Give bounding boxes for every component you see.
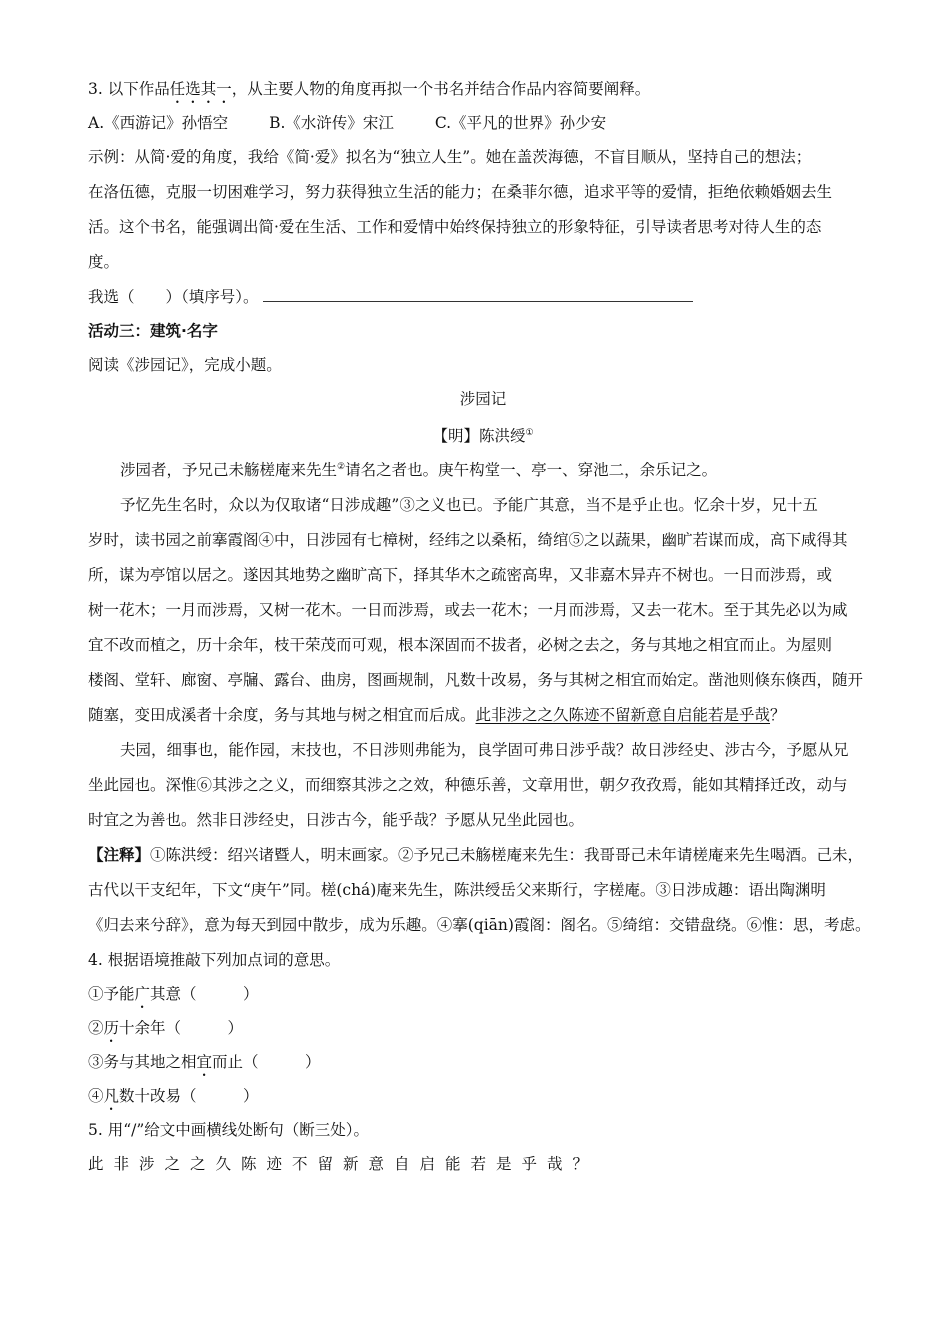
q4-item-text: 其意（ ） xyxy=(150,985,259,1004)
q4-item-text: 数十改易（ ） xyxy=(119,1087,259,1106)
p3-line: 夫园，细事也，能作园，末技也，不日涉则弗能为，良学固可弗日涉乎哉？故日涉经史、涉古今，予愿从兄 xyxy=(120,741,849,760)
q4-dotted-word: 凡 xyxy=(103,1087,120,1106)
q4-dotted-word: 历 xyxy=(103,1019,120,1038)
q3-answer-line xyxy=(88,280,878,314)
passage-paragraph-3 xyxy=(88,733,878,838)
passage-title: 涉园记 xyxy=(459,390,507,408)
p2-end: ？ xyxy=(770,706,786,725)
p2-line: 宜不改而植之，历十余年，枝干荣茂而可观，根本深固而不拔者，必树之去之，务与其地之相宜而止。为屋则 xyxy=(88,636,833,655)
question-5-prompt: 5. 用“/”给文中画横线处断句（断三处）。 xyxy=(88,1121,370,1140)
q4-item-text: ③务与其地之相 xyxy=(88,1053,197,1072)
p2-line: 予忆先生名时，众以为仅取诸“日涉成趣”③之义也已。予能广其意，当不是乎止也。忆余十岁，兄十五 xyxy=(120,496,818,515)
note-line: 《归去来兮辞》，意为每天到园中散步，成为乐趣。④搴(qiān)霞阁：阁名。⑤绮绾：交错盘绕。⑥惟：思，考虑。 xyxy=(88,916,871,935)
p2-line: 楼阁、堂轩、廊窗、亭牖、露台、曲房，图画规制，凡数十改易，务与其树之相宜而始定。凿池则倏东倏西，随开 xyxy=(88,671,864,690)
p2-line: 树一花木；一月而涉焉，又树一花木。一日而涉焉，或去一花木；一月而涉焉，又去一花木。至于其先必以为咸 xyxy=(88,601,848,620)
q4-item-2[interactable] xyxy=(88,1011,878,1045)
option-c: C.《平凡的世界》孙少安 xyxy=(434,114,607,132)
activity-heading: 活动三：建筑·名字 xyxy=(88,322,218,340)
author-note-mark: ① xyxy=(525,428,534,438)
q3-answer-prompt: 我选（ ）（填序号）。 xyxy=(88,288,259,306)
annotations xyxy=(88,838,878,943)
p2-line: 岁时，读书园之前搴霞阁④中，日涉园有七樟树，经纬之以桑柘，绮绾⑤之以蔬果，幽旷若谋而成，高下咸得其 xyxy=(88,531,848,550)
q4-item-4[interactable] xyxy=(88,1079,878,1113)
p1-text: 涉园者，予兄己未觞槎庵来先生 xyxy=(120,461,338,480)
worksheet-page xyxy=(88,72,878,1181)
q4-item-text: 十余年（ ） xyxy=(119,1019,244,1038)
note-mark: ② xyxy=(337,462,346,472)
example-line: 活。这个书名，能强调出简·爱在生活、工作和爱情中始终保持独立的形象特征，引导读者思考对待人生的态 xyxy=(88,218,822,236)
q4-dotted-word: 广 xyxy=(134,985,151,1004)
notes-label: 【注释】 xyxy=(88,846,151,865)
example-line: 在洛伍德，克服一切困难学习，努力获得独立生活的能力；在桑菲尔德，追求平等的爱情，拒绝依赖婚姻去生 xyxy=(88,183,833,201)
q4-item-text: ④ xyxy=(88,1087,104,1106)
q4-item-text: ①予能 xyxy=(88,985,135,1004)
q3-example xyxy=(88,140,878,280)
p2-line: 所，谋为亭馆以居之。遂因其地势之幽旷高下，择其华木之疏密高卑，又非嘉木异卉不树也。一日而涉焉，或 xyxy=(88,566,833,585)
q4-item-1[interactable] xyxy=(88,977,878,1011)
q4-item-3[interactable] xyxy=(88,1045,878,1079)
passage-body xyxy=(88,450,878,943)
option-a: A.《西游记》孙悟空 xyxy=(88,114,229,132)
option-b: B.《水浒传》宋江 xyxy=(269,114,394,132)
answer-blank[interactable] xyxy=(263,287,693,302)
passage-author xyxy=(88,416,878,450)
q4-item-text: 而止（ ） xyxy=(212,1053,321,1072)
q5-sentence[interactable]: 此非涉之之久陈迹不留新意自启能若是乎哉？ xyxy=(88,1155,599,1174)
passage-paragraph-2 xyxy=(88,488,878,733)
passage-paragraph-1 xyxy=(88,450,878,488)
p2-line: 随塞，变田成溪者十余度，务与其地与树之相宜而后成。 xyxy=(88,706,476,725)
example-line: 度。 xyxy=(88,253,120,271)
p3-line: 时宜之为善也。然非日涉经史，日涉古今，能乎哉？予愿从兄坐此园也。 xyxy=(88,811,585,830)
p1-text: 请名之者也。庚午构堂一、亭一、穿池二，余乐记之。 xyxy=(345,461,718,480)
note-line: 古代以干支纪年，下文“庚午”同。槎(chá)庵来先生，陈洪绶岳父来斯行，字槎庵。③日涉成趣：语出陶渊明 xyxy=(88,881,826,900)
q3-prompt-dotted: 任选其一 xyxy=(169,80,232,98)
q3-prompt-end: ，从主要人物的角度再拟一个书名并结合作品内容简要阐释。 xyxy=(231,80,651,98)
question-3-options xyxy=(88,106,878,140)
question-3-prompt xyxy=(88,72,878,106)
underlined-sentence: 此非涉之之久陈迹不留新意自启能若是乎哉 xyxy=(475,706,771,725)
author-name: 【明】陈洪绶 xyxy=(432,427,526,446)
question-4-prompt: 4. 根据语境推敲下列加点词的意思。 xyxy=(88,951,341,970)
example-line: 示例：从简·爱的角度，我给《简·爱》拟名为“独立人生”。她在盖茨海德，不盲目顺从，坚持自己的想法； xyxy=(88,148,812,166)
q3-prompt-start: 3. 以下作品 xyxy=(88,80,170,98)
p3-line: 坐此园也。深惟⑥其涉之之义，而细察其涉之之效，种德乐善，文章用世，朝夕孜孜焉，能如其精择迁改，动与 xyxy=(88,776,848,795)
q4-dotted-word: 宜 xyxy=(196,1053,213,1072)
note-line: ①陈洪绶：绍兴诸暨人，明末画家。②予兄己未觞槎庵来先生：我哥哥己未年请槎庵来先生喝酒。己未， xyxy=(150,846,864,865)
q4-item-text: ② xyxy=(88,1019,104,1038)
activity-instruction: 阅读《涉园记》，完成小题。 xyxy=(88,356,282,374)
